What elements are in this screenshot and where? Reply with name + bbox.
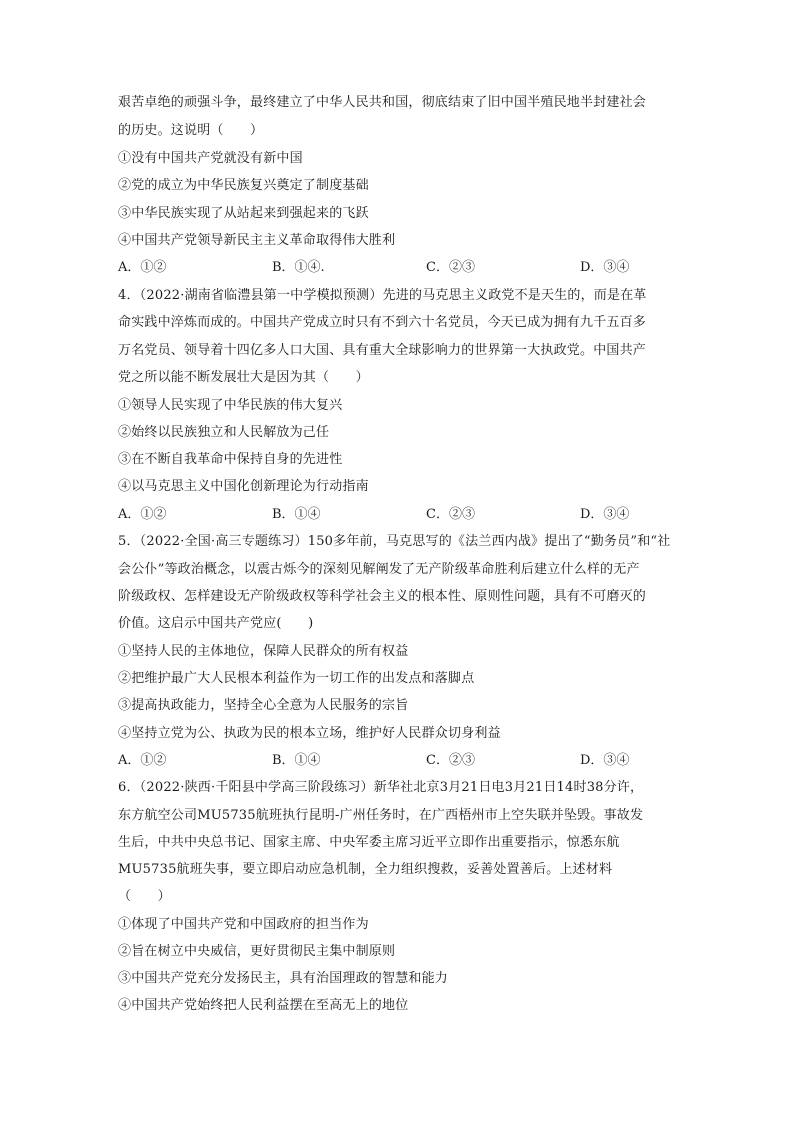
- q4-option-d: D．③④: [580, 507, 630, 522]
- q5-option-d: D．③④: [580, 753, 630, 768]
- q5-item-4: ④坚持立党为公、执政为民的根本立场，维护好人民群众切身利益: [118, 726, 501, 741]
- q5-stem-line-4: 价值。这启示中国共产党应( ): [118, 616, 314, 631]
- q4-item-1: ①领导人民实现了中华民族的伟大复兴: [118, 398, 343, 413]
- q3-item-2: ②党的成立为中华民族复兴奠定了制度基础: [118, 178, 369, 193]
- q4-stem-line-1: 4．（2022·湖南省临澧县第一中学模拟预测）先进的马克思主义政党不是天生的，而是在革: [118, 288, 647, 303]
- q5-stem-line-3: 阶级政权、怎样建设无产阶级政权等科学社会主义的根本性、原则性问题，具有不可磨灭的: [118, 589, 647, 604]
- q4-stem-line-4: 党之所以能不断发展壮大是因为其（ ）: [118, 370, 369, 385]
- q4-option-a: A．①②: [118, 507, 167, 522]
- q4-item-2: ②始终以民族独立和人民解放为己任: [118, 425, 330, 440]
- q5-item-1: ①坚持人民的主体地位，保障人民群众的所有权益: [118, 644, 409, 659]
- q4-option-c: C．②③: [426, 507, 475, 522]
- q6-item-2: ②旨在树立中央威信，更好贯彻民主集中制原则: [118, 944, 396, 959]
- q3-option-b: B．①④.: [272, 260, 325, 275]
- q4-stem-line-2: 命实践中淬炼而成的。中国共产党成立时只有不到六十名党员，今天已成为拥有九千五百多: [118, 315, 647, 330]
- q6-item-4: ④中国共产党始终把人民利益摆在至高无上的地位: [118, 998, 409, 1013]
- q3-stem-line-1: 艰苦卓绝的顽强斗争，最终建立了中华人民共和国，彻底结束了旧中国半殖民地半封建社会: [118, 95, 647, 110]
- q6-stem-line-2: 东方航空公司MU5735航班执行昆明-广州任务时，在广西梧州市上空失联并坠毁。事故发: [118, 808, 644, 823]
- q6-stem-line-5: （ ）: [118, 889, 171, 904]
- q6-stem-line-3: 生后，中共中央总书记、国家主席、中央军委主席习近平立即作出重要指示，惊悉东航: [118, 835, 620, 850]
- q5-option-a: A．①②: [118, 753, 167, 768]
- q3-option-c: C．②③: [426, 260, 475, 275]
- q3-option-d: D．③④: [580, 260, 630, 275]
- q5-option-b: B．①④: [272, 753, 321, 768]
- q5-item-2: ②把维护最广大人民根本利益作为一切工作的出发点和落脚点: [118, 671, 475, 686]
- q3-stem-line-2: 的历史。这说明（ ）: [118, 123, 264, 138]
- q4-item-3: ③在不断自我革命中保持自身的先进性: [118, 452, 343, 467]
- q3-option-a: A．①②: [118, 260, 167, 275]
- q5-stem-line-1: 5．（2022·全国·高三专题练习）150多年前，马克思写的《法兰西内战》提出了“勤务员”和“社: [118, 534, 671, 549]
- q6-stem-line-4: MU5735航班失事，要立即启动应急机制，全力组织搜救，妥善处置善后。上述材料: [118, 862, 613, 877]
- q3-item-1: ①没有中国共产党就没有新中国: [118, 151, 303, 166]
- q6-item-3: ③中国共产党充分发扬民主，具有治国理政的智慧和能力: [118, 971, 449, 986]
- q6-stem-line-1: 6．（2022·陕西·千阳县中学高三阶段练习）新华社北京3月21日电3月21日14时38分许，: [118, 780, 644, 795]
- q5-item-3: ③提高执政能力，坚持全心全意为人民服务的宗旨: [118, 698, 409, 713]
- q4-item-4: ④以马克思主义中国化创新理论为行动指南: [118, 479, 369, 494]
- q5-stem-line-2: 会公仆”等政治概念，以震古烁今的深刻见解阐发了无产阶级革命胜利后建立什么样的无产: [118, 562, 640, 577]
- q6-item-1: ①体现了中国共产党和中国政府的担当作为: [118, 917, 369, 932]
- q3-item-3: ③中华民族实现了从站起来到强起来的飞跃: [118, 206, 369, 221]
- q4-option-b: B．①④: [272, 507, 321, 522]
- q5-option-c: C．②③: [426, 753, 475, 768]
- q3-item-4: ④中国共产党领导新民主主义革命取得伟大胜利: [118, 233, 396, 248]
- q4-stem-line-3: 万名党员、领导着十四亿多人口大国、具有重大全球影响力的世界第一大执政党。中国共产: [118, 343, 647, 358]
